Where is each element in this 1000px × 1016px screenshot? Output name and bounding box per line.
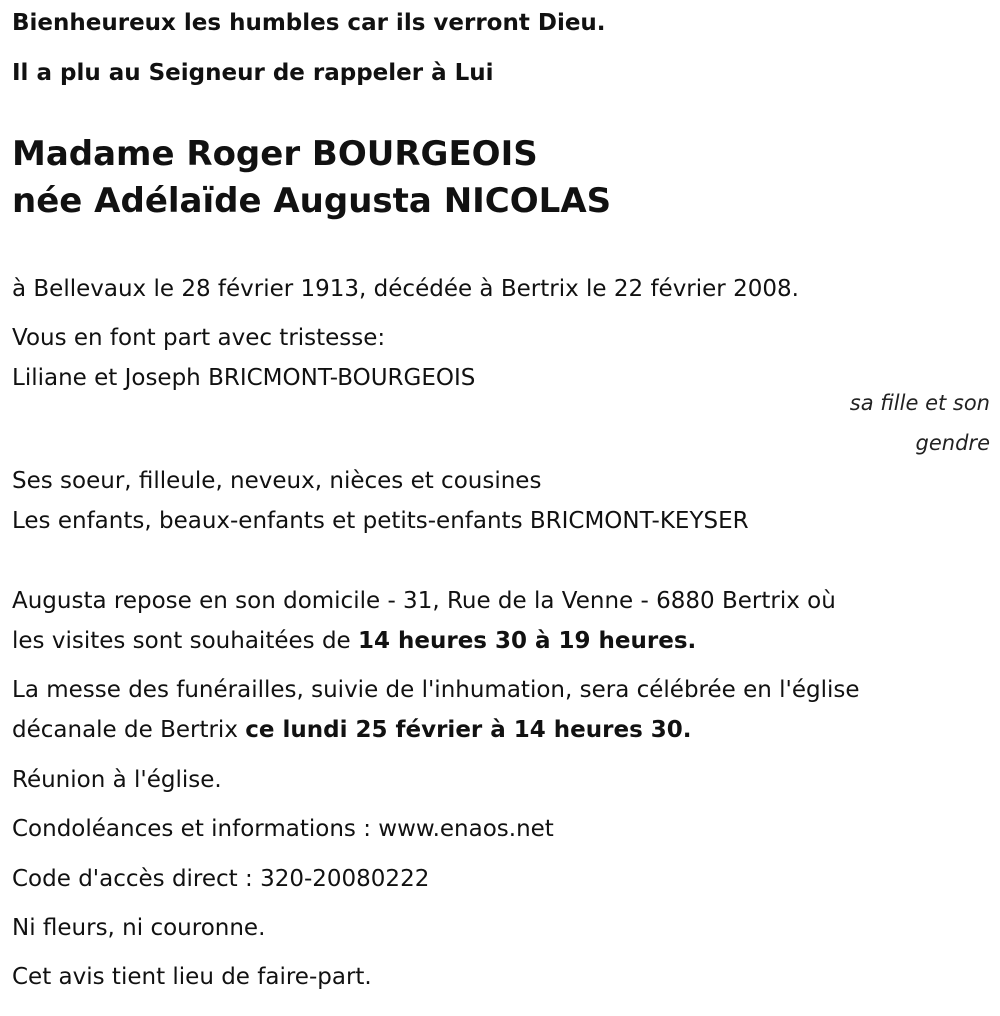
funeral-line2: [12, 717, 692, 743]
visitation-hours: 14 heures 30 à 19 heures.: [358, 628, 697, 654]
deceased-name-line1: Madame Roger BOURGEOIS: [12, 134, 538, 174]
notice-line: Cet avis tient lieu de faire-part.: [12, 964, 372, 990]
siblings-line: Ses soeur, filleule, neveux, nièces et cousines: [12, 468, 542, 494]
announcement-line: Il a plu au Seigneur de rappeler à Lui: [12, 60, 494, 86]
grandchildren-line: Les enfants, beaux-enfants et petits-enfants BRICMONT-KEYSER: [12, 508, 749, 534]
access-code-line: Code d'accès direct : 320-20080222: [12, 866, 430, 892]
funeral-line1: La messe des funérailles, suivie de l'inhumation, sera célébrée en l'église: [12, 677, 860, 703]
relation-line1: sa fille et son: [849, 391, 990, 415]
visitation-line2: [12, 628, 696, 654]
daughter-couple: Liliane et Joseph BRICMONT-BOURGEOIS: [12, 365, 476, 391]
funeral-text: décanale de Bertrix: [12, 717, 246, 743]
relation-line2: gendre: [915, 431, 990, 455]
condolences-line: Condoléances et informations : www.enaos.net: [12, 816, 554, 842]
visitation-line1: Augusta repose en son domicile - 31, Rue de la Venne - 6880 Bertrix où: [12, 588, 836, 614]
verse-line: Bienheureux les humbles car ils verront Dieu.: [12, 10, 606, 36]
deceased-name-line2: née Adélaïde Augusta NICOLAS: [12, 181, 612, 221]
visitation-text: les visites sont souhaitées de: [12, 628, 358, 654]
funeral-datetime: ce lundi 25 février à 14 heures 30.: [245, 717, 692, 743]
birth-death-line: à Bellevaux le 28 février 1913, décédée à Bertrix le 22 février 2008.: [12, 276, 799, 302]
family-intro: Vous en font part avec tristesse:: [12, 325, 386, 351]
flowers-line: Ni fleurs, ni couronne.: [12, 915, 266, 941]
reunion-line: Réunion à l'église.: [12, 767, 222, 793]
